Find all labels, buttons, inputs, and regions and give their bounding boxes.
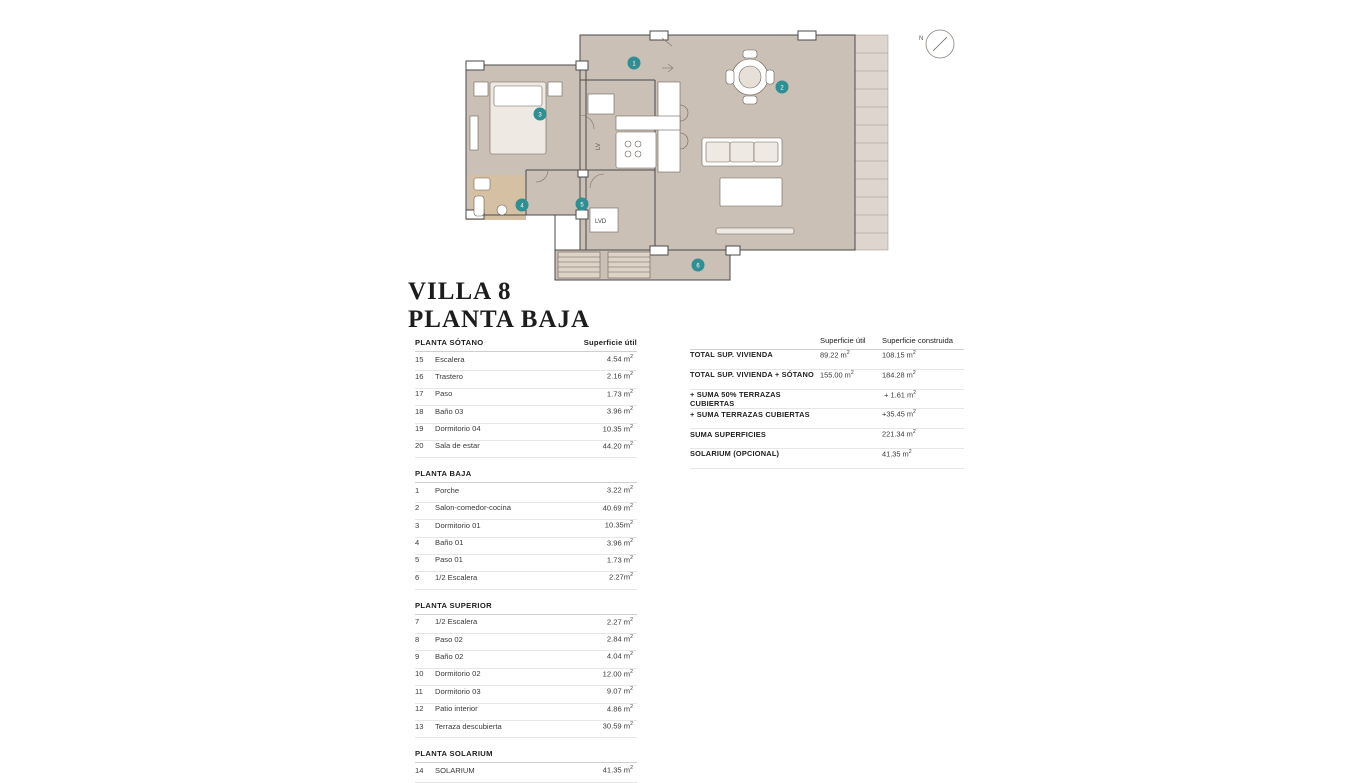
table-row [415, 721, 637, 738]
row-label: 1/2 Escalera [435, 572, 478, 582]
row-value: 2.84 $m^2$ [606, 634, 633, 644]
surface-areas-table [415, 338, 637, 783]
row-value: $10.35m^2$ [604, 520, 633, 530]
totals-row-label: + SUMA 50% TERRAZAS CUBIERTAS [690, 390, 781, 409]
row-number: 19 [415, 424, 424, 434]
row-number: 13 [415, 721, 424, 731]
row-value: 30.59 $m^2$ [602, 721, 633, 731]
row-label: Trastero [435, 371, 463, 381]
row-value: 40.69 $m^2$ [602, 502, 633, 513]
totals-row [690, 390, 964, 410]
totals-row-label: + SUMA TERRAZAS CUBIERTAS [690, 409, 810, 419]
row-label: Dormitorio 02 [435, 669, 481, 679]
row-label: Terraza descubierta [435, 721, 502, 731]
row-label: Salon-comedor-cocina [435, 503, 511, 513]
row-label: Baño 01 [435, 538, 464, 548]
table-row [415, 389, 637, 406]
row-number: 2 [415, 503, 420, 513]
totals-row-construida: 108.15 $m^2$ [882, 350, 916, 360]
section-title: PLANTA SOLARIUM [415, 749, 493, 759]
row-number: 6 [415, 572, 420, 582]
row-value: 4.04 $m^2$ [606, 651, 633, 661]
appliance-label-lv: LV [596, 143, 602, 150]
appliance-label-lvd: LVD [595, 219, 607, 225]
row-number: 17 [415, 389, 424, 399]
row-number: 3 [415, 520, 420, 530]
title-line-1: VILLA 8 [408, 278, 512, 305]
totals-row-util: 89.22 $m^2$ [820, 350, 850, 360]
totals-row-construida: +35.45 $m^2$ [882, 409, 916, 419]
row-value: 3.96 $m^2$ [606, 406, 633, 416]
table-row [415, 765, 637, 782]
table-row [415, 572, 637, 589]
svg-text:2: 2 [780, 85, 784, 92]
row-label: Sala de estar [435, 441, 480, 451]
section-title: PLANTA SÓTANO [415, 338, 484, 347]
table-row [415, 538, 637, 555]
table-row [415, 354, 637, 371]
column-header-superficie-util: Superficie útil [583, 338, 637, 347]
svg-text:5: 5 [580, 202, 584, 209]
row-value: 2.16 $m^2$ [606, 371, 633, 381]
row-label: Baño 03 [435, 406, 464, 416]
row-label: SOLARIUM [435, 765, 475, 775]
compass-north-label: N [919, 36, 924, 42]
totals-row [690, 350, 964, 370]
row-number: 1 [415, 485, 420, 495]
row-value: $2.27m^2$ [609, 572, 633, 582]
page-title [408, 278, 590, 334]
row-value: 4.86 $m^2$ [606, 703, 633, 714]
row-value: 1.73 $m^2$ [606, 554, 633, 565]
totals-row-label: TOTAL SUP. VIVIENDA + SÓTANO [690, 370, 814, 380]
section-title: PLANTA BAJA [415, 469, 472, 479]
row-value: 10.35 $m^2$ [602, 423, 633, 434]
totals-row [690, 429, 964, 449]
svg-text:1: 1 [632, 61, 636, 68]
row-value: 3.22 $m^2$ [606, 485, 633, 495]
table-row [415, 520, 637, 537]
row-number: 5 [415, 555, 420, 565]
header-superficie-util: Superficie útil [820, 336, 866, 345]
row-label: Dormitorio 01 [435, 520, 481, 530]
row-label: Paso 01 [435, 555, 463, 565]
row-number: 7 [415, 617, 420, 627]
title-line-2: PLANTA BAJA [408, 306, 591, 333]
row-number: 4 [415, 538, 420, 548]
row-label: 1/2 Escalera [435, 617, 478, 627]
table-row [415, 371, 637, 388]
row-label: Dormitorio 04 [435, 424, 481, 434]
row-number: 12 [415, 704, 424, 714]
row-value: 3.96 $m^2$ [606, 537, 633, 548]
floorplan-drawing [430, 20, 970, 290]
row-number: 15 [415, 354, 424, 364]
table-row [415, 617, 637, 634]
row-label: Escalera [435, 354, 465, 364]
table-row [415, 686, 637, 703]
row-value: 12.00 $m^2$ [602, 668, 633, 679]
totals-row-construida: 41.35 $m^2$ [882, 448, 912, 459]
row-label: Patio interior [435, 704, 478, 714]
table-row [415, 634, 637, 651]
totals-row-label: SOLARIUM (OPCIONAL) [690, 449, 780, 459]
totals-row-label: SUMA SUPERFICIES [690, 429, 767, 439]
row-number: 9 [415, 652, 420, 661]
table-row [415, 651, 637, 668]
row-number: 20 [415, 441, 424, 451]
row-value: 44.20 $m^2$ [602, 440, 633, 451]
row-label: Porche [435, 485, 460, 495]
table-row [415, 485, 637, 502]
table-row [415, 555, 637, 572]
header-superficie-construida: Superficie construida [882, 336, 953, 345]
totals-row-construida: 221.34 $m^2$ [882, 429, 916, 439]
row-number: 8 [415, 634, 420, 644]
row-label: Paso 02 [435, 634, 463, 644]
totals-row-construida: + 1.61 $m^2$ [884, 389, 917, 400]
row-value: 41.35 $m^2$ [602, 765, 633, 775]
totals-table-header [690, 336, 964, 350]
compass-icon [919, 30, 954, 58]
row-number: 10 [415, 669, 424, 679]
row-value: 1.73 $m^2$ [606, 388, 633, 399]
table-row [415, 669, 637, 686]
totals-row-util: 155.00 $m^2$ [820, 369, 854, 380]
row-number: 14 [415, 765, 424, 775]
table-row [415, 424, 637, 441]
table-row [415, 406, 637, 423]
totals-table [690, 336, 964, 469]
row-number: 18 [415, 406, 424, 416]
totals-row-construida: 184.28 $m^2$ [882, 369, 916, 380]
totals-row [690, 409, 964, 429]
totals-row [690, 449, 964, 469]
svg-text:3: 3 [538, 112, 542, 119]
row-value: 2.27 $m^2$ [606, 616, 633, 627]
totals-row-label: TOTAL SUP. VIVIENDA [690, 350, 773, 360]
totals-row [690, 370, 964, 390]
row-number: 16 [415, 371, 424, 381]
header-spacer [690, 336, 820, 345]
section-header [415, 338, 637, 352]
table-row [415, 441, 637, 458]
row-value: 4.54 $m^2$ [606, 354, 633, 364]
svg-text:6: 6 [696, 263, 700, 270]
section-header [415, 601, 637, 615]
section-header [415, 469, 637, 483]
table-row [415, 704, 637, 721]
svg-text:4: 4 [520, 203, 524, 210]
row-value: 9.07 $m^2$ [606, 686, 633, 696]
row-label: Baño 02 [435, 652, 464, 661]
table-row [415, 503, 637, 520]
row-label: Dormitorio 03 [435, 686, 481, 696]
section-title: PLANTA SUPERIOR [415, 600, 492, 610]
row-number: 11 [415, 686, 423, 696]
row-label: Paso [435, 389, 453, 399]
section-header [415, 749, 637, 763]
terrace-decking [855, 35, 888, 250]
